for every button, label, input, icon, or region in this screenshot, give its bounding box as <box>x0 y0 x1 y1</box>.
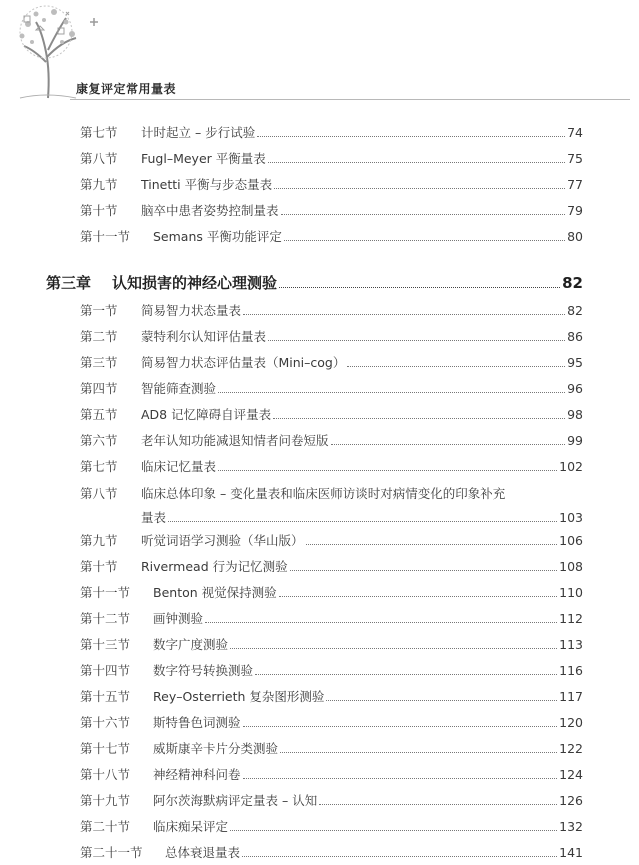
leader-dots <box>255 674 557 675</box>
section-number: 第八节 <box>80 486 118 501</box>
leader-dots <box>280 752 557 753</box>
toc-row[interactable] <box>0 686 639 708</box>
section-title: Benton 视觉保持测验 <box>153 585 277 600</box>
leader-dots <box>268 162 565 163</box>
section-number: 第十五节 <box>80 689 131 704</box>
leader-dots <box>243 778 558 779</box>
leader-dots <box>290 570 558 571</box>
section-number: 第十节 <box>80 559 118 574</box>
section-number: 第三节 <box>80 355 118 370</box>
leader-dots <box>230 830 557 831</box>
page-number: 95 <box>567 355 583 370</box>
leader-dots <box>284 240 565 241</box>
leader-dots <box>306 544 558 545</box>
page-number: 126 <box>559 793 583 808</box>
section-number: 第七节 <box>80 125 118 140</box>
toc-row[interactable] <box>0 582 639 604</box>
section-title: 计时起立 – 步行试验 <box>141 125 256 140</box>
section-title: Tinetti 平衡与步态量表 <box>141 177 273 192</box>
section-title: Rey–Osterrieth 复杂图形测验 <box>153 689 325 704</box>
toc-row[interactable] <box>0 764 639 786</box>
section-title: Fugl–Meyer 平衡量表 <box>141 151 266 166</box>
page-number: 82 <box>567 303 583 318</box>
section-number: 第八节 <box>80 151 118 166</box>
leader-dots <box>205 622 557 623</box>
toc-row[interactable] <box>0 122 639 144</box>
section-number: 第七节 <box>80 459 118 474</box>
page-number: 99 <box>567 433 583 448</box>
section-title: Rivermead 行为记忆测验 <box>141 559 288 574</box>
toc-chapter-row[interactable] <box>0 272 639 294</box>
toc-row[interactable] <box>0 842 639 864</box>
toc-row[interactable] <box>0 738 639 760</box>
header-divider <box>70 99 630 100</box>
page-number: 117 <box>559 689 583 704</box>
page-number: 132 <box>559 819 583 834</box>
section-title: 认知损害的神经心理测验 <box>112 274 278 292</box>
page-number: 110 <box>559 585 583 600</box>
leader-dots <box>257 136 565 137</box>
page-number: 122 <box>559 741 583 756</box>
leader-dots <box>273 418 565 419</box>
toc-row[interactable] <box>0 712 639 734</box>
page-number: 80 <box>567 229 583 244</box>
section-number: 第十七节 <box>80 741 131 756</box>
section-number: 第九节 <box>80 177 118 192</box>
section-title: 神经精神科问卷 <box>153 767 241 782</box>
section-title: 阿尔茨海默病评定量表 – 认知 <box>153 793 318 808</box>
section-number: 第十八节 <box>80 767 131 782</box>
toc-row[interactable] <box>0 634 639 656</box>
section-title: AD8 记忆障碍自评量表 <box>141 407 272 422</box>
section-title-continued: 量表 <box>141 510 167 525</box>
toc-row[interactable] <box>0 174 639 196</box>
section-title: 总体衰退量表 <box>165 845 241 860</box>
leader-dots <box>242 856 557 857</box>
section-number: 第十三节 <box>80 637 131 652</box>
page-number: 108 <box>559 559 583 574</box>
section-title: 简易智力状态量表 <box>141 303 242 318</box>
toc-row[interactable] <box>0 816 639 838</box>
page-number: 86 <box>567 329 583 344</box>
section-number: 第十四节 <box>80 663 131 678</box>
section-number: 第十一节 <box>80 585 131 600</box>
toc-row-continuation[interactable] <box>0 507 639 529</box>
section-number: 第二十一节 <box>80 845 143 860</box>
section-title: 斯特鲁色词测验 <box>153 715 241 730</box>
section-number: 第六节 <box>80 433 118 448</box>
running-header-title: 康复评定常用量表 <box>76 82 177 96</box>
page-number: 103 <box>559 510 583 525</box>
page-number: 141 <box>559 845 583 860</box>
toc-row[interactable] <box>0 226 639 248</box>
section-title: 老年认知功能减退知情者问卷短版 <box>141 433 329 448</box>
page-number: 112 <box>559 611 583 626</box>
leader-dots <box>243 726 558 727</box>
section-title: 听觉词语学习测验（华山版） <box>141 533 304 548</box>
page-number: 75 <box>567 151 583 166</box>
leader-dots <box>279 596 558 597</box>
section-title: 数字广度测验 <box>153 637 229 652</box>
section-number: 第九节 <box>80 533 118 548</box>
section-title: 智能筛查测验 <box>141 381 217 396</box>
leader-dots <box>274 188 565 189</box>
page-number: 124 <box>559 767 583 782</box>
leader-dots <box>347 366 565 367</box>
leader-dots <box>168 521 557 522</box>
toc-row[interactable] <box>0 378 639 400</box>
section-title: 画钟测验 <box>153 611 204 626</box>
section-title: 临床记忆量表 <box>141 459 217 474</box>
section-title: 威斯康辛卡片分类测验 <box>153 741 279 756</box>
section-number: 第三章 <box>46 274 92 292</box>
section-number: 第十节 <box>80 203 118 218</box>
page-header <box>0 0 639 110</box>
page-number: 113 <box>559 637 583 652</box>
toc-row[interactable] <box>0 200 639 222</box>
toc-row[interactable] <box>0 404 639 426</box>
toc-row[interactable] <box>0 300 639 322</box>
page-number: 82 <box>562 274 583 292</box>
section-title: 数字符号转换测验 <box>153 663 254 678</box>
page-number: 120 <box>559 715 583 730</box>
page-number: 106 <box>559 533 583 548</box>
section-number: 第五节 <box>80 407 118 422</box>
toc-row[interactable] <box>0 430 639 452</box>
toc-row[interactable] <box>0 530 639 552</box>
page-number: 77 <box>567 177 583 192</box>
page-number: 116 <box>559 663 583 678</box>
section-number: 第四节 <box>80 381 118 396</box>
section-number: 第十二节 <box>80 611 131 626</box>
leader-dots <box>279 287 560 288</box>
page-number: 96 <box>567 381 583 396</box>
toc-row[interactable] <box>0 148 639 170</box>
toc-row[interactable] <box>0 556 639 578</box>
toc-row[interactable] <box>0 660 639 682</box>
section-number: 第一节 <box>80 303 118 318</box>
leader-dots <box>281 214 566 215</box>
leader-dots <box>331 444 566 445</box>
section-title: Semans 平衡功能评定 <box>153 229 282 244</box>
section-title: 临床总体印象 – 变化量表和临床医师访谈时对病情变化的印象补充 <box>141 486 506 501</box>
page-number: 98 <box>567 407 583 422</box>
section-title: 简易智力状态评估量表（Mini–cog） <box>141 355 346 370</box>
page-number: 79 <box>567 203 583 218</box>
section-number: 第十九节 <box>80 793 131 808</box>
toc-row[interactable] <box>0 790 639 812</box>
leader-dots <box>243 314 565 315</box>
section-title: 蒙特利尔认知评估量表 <box>141 329 267 344</box>
leader-dots <box>319 804 557 805</box>
section-number: 第十六节 <box>80 715 131 730</box>
toc-row[interactable] <box>0 326 639 348</box>
section-number: 第二十节 <box>80 819 131 834</box>
leader-dots <box>230 648 557 649</box>
toc-row[interactable] <box>0 352 639 374</box>
leader-dots <box>218 392 565 393</box>
leader-dots <box>326 700 557 701</box>
section-number: 第二节 <box>80 329 118 344</box>
leader-dots <box>268 340 565 341</box>
section-title: 临床痴呆评定 <box>153 819 229 834</box>
leader-dots <box>218 470 557 471</box>
section-number: 第十一节 <box>80 229 131 244</box>
page-number: 74 <box>567 125 583 140</box>
page-number: 102 <box>559 459 583 474</box>
section-title: 脑卒中患者姿势控制量表 <box>141 203 279 218</box>
toc-row[interactable] <box>0 608 639 630</box>
toc-row[interactable] <box>0 483 639 505</box>
toc-row[interactable] <box>0 456 639 478</box>
